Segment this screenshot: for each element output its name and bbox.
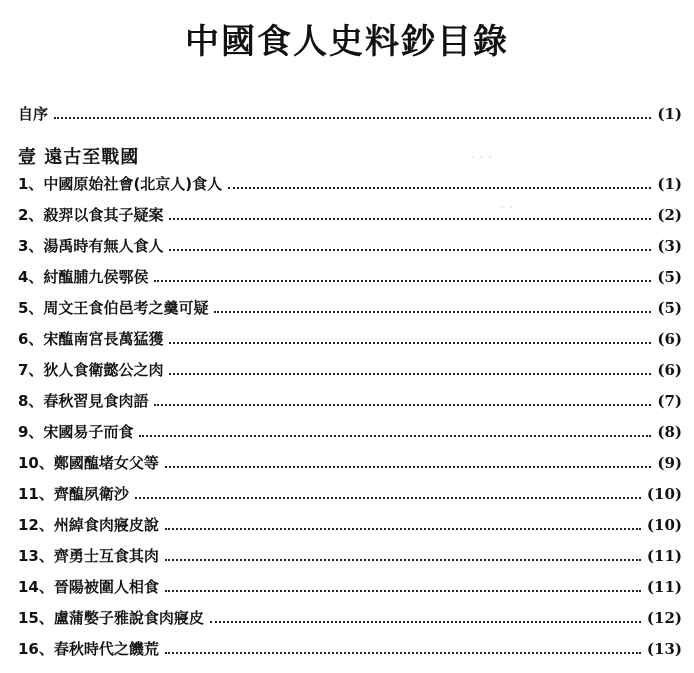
toc-entry bbox=[18, 294, 682, 318]
toc-entry-page: (10) bbox=[646, 485, 682, 503]
toc-entry-page: (8) bbox=[657, 423, 682, 441]
toc-entry-label: 13、齊勇士互食其肉 bbox=[18, 547, 159, 565]
dot-leader bbox=[169, 249, 651, 251]
toc-entry-label: 12、州綽食肉寢皮說 bbox=[18, 516, 159, 534]
toc-entry bbox=[18, 263, 682, 287]
toc-entry bbox=[18, 232, 682, 256]
toc-entry-label: 1、中國原始社會(北京人)食人 bbox=[18, 175, 223, 193]
dot-leader bbox=[169, 218, 651, 220]
toc-entry-label: 6、宋醢南宮長萬猛獲 bbox=[18, 330, 164, 348]
toc-entry-label: 2、殺羿以食其子疑案 bbox=[18, 206, 164, 224]
toc-entry-page: (11) bbox=[646, 547, 682, 565]
dot-leader bbox=[210, 621, 641, 623]
dot-leader bbox=[169, 373, 651, 375]
dot-leader bbox=[228, 187, 651, 189]
toc-entry-label: 9、宋國易子而食 bbox=[18, 423, 134, 441]
section-heading: 壹 遠古至戰國 bbox=[18, 147, 140, 168]
toc-entry-page: (1) bbox=[657, 105, 682, 123]
toc-entry-page: (7) bbox=[657, 392, 682, 410]
toc-entry bbox=[18, 418, 682, 442]
dot-leader bbox=[165, 528, 641, 530]
toc-entry-label: 5、周文王食伯邑考之羹可疑 bbox=[18, 299, 209, 317]
toc-entry-label: 14、晉陽被圍人相食 bbox=[18, 578, 159, 596]
dot-leader bbox=[154, 280, 651, 282]
dot-leader bbox=[135, 497, 641, 499]
toc-entry bbox=[18, 635, 682, 659]
toc-entry-label: 11、齊醢夙衛沙 bbox=[18, 485, 129, 503]
toc-entry bbox=[18, 356, 682, 380]
dot-leader bbox=[54, 117, 651, 119]
dot-leader bbox=[165, 559, 641, 561]
dot-leader bbox=[169, 342, 651, 344]
toc-entry-page: (2) bbox=[657, 206, 682, 224]
toc-entry bbox=[18, 604, 682, 628]
toc-entry bbox=[18, 387, 682, 411]
toc-entry-page: (6) bbox=[657, 361, 682, 379]
toc-entry-label: 自序 bbox=[18, 105, 49, 123]
toc-entry-label: 3、湯禹時有無人食人 bbox=[18, 237, 164, 255]
toc-entry bbox=[18, 542, 682, 566]
toc-entry-label: 8、春秋習見食肉語 bbox=[18, 392, 149, 410]
toc-entry-page: (6) bbox=[657, 330, 682, 348]
dot-leader bbox=[165, 590, 641, 592]
toc-entry bbox=[18, 480, 682, 504]
toc-entry-page: (10) bbox=[646, 516, 682, 534]
show-through-mark: · · bbox=[500, 200, 514, 216]
dot-leader bbox=[214, 311, 651, 313]
toc-entry-label: 16、春秋時代之饑荒 bbox=[18, 640, 159, 658]
toc-entry-page: (5) bbox=[657, 299, 682, 317]
dot-leader bbox=[154, 404, 651, 406]
toc-entry-page: (1) bbox=[657, 175, 682, 193]
toc-entry-label: 4、紂醢脯九侯鄂侯 bbox=[18, 268, 149, 286]
toc-entry-page: (11) bbox=[646, 578, 682, 596]
toc-entry-page: (3) bbox=[657, 237, 682, 255]
toc-entry-page: (13) bbox=[646, 640, 682, 658]
toc-entry-label: 7、狄人食衛懿公之肉 bbox=[18, 361, 164, 379]
toc-entry bbox=[18, 170, 682, 194]
dot-leader bbox=[165, 652, 641, 654]
toc-entry-preface bbox=[18, 100, 682, 124]
toc-entry bbox=[18, 449, 682, 473]
toc-entry bbox=[18, 201, 682, 225]
toc-entry bbox=[18, 325, 682, 349]
toc-entry bbox=[18, 511, 682, 535]
toc-entry-label: 10、鄭國醢堵女父等 bbox=[18, 454, 159, 472]
toc-entry-label: 15、盧蒲嫳子雅說食肉寢皮 bbox=[18, 609, 204, 627]
toc-entry-page: (5) bbox=[657, 268, 682, 286]
page-title: 中國食人史料鈔目錄 bbox=[185, 22, 509, 62]
dot-leader bbox=[139, 435, 651, 437]
toc-entry-page: (9) bbox=[657, 454, 682, 472]
dot-leader bbox=[165, 466, 651, 468]
show-through-mark: · · · bbox=[470, 150, 493, 166]
toc-entry-page: (12) bbox=[646, 609, 682, 627]
toc-entry bbox=[18, 573, 682, 597]
